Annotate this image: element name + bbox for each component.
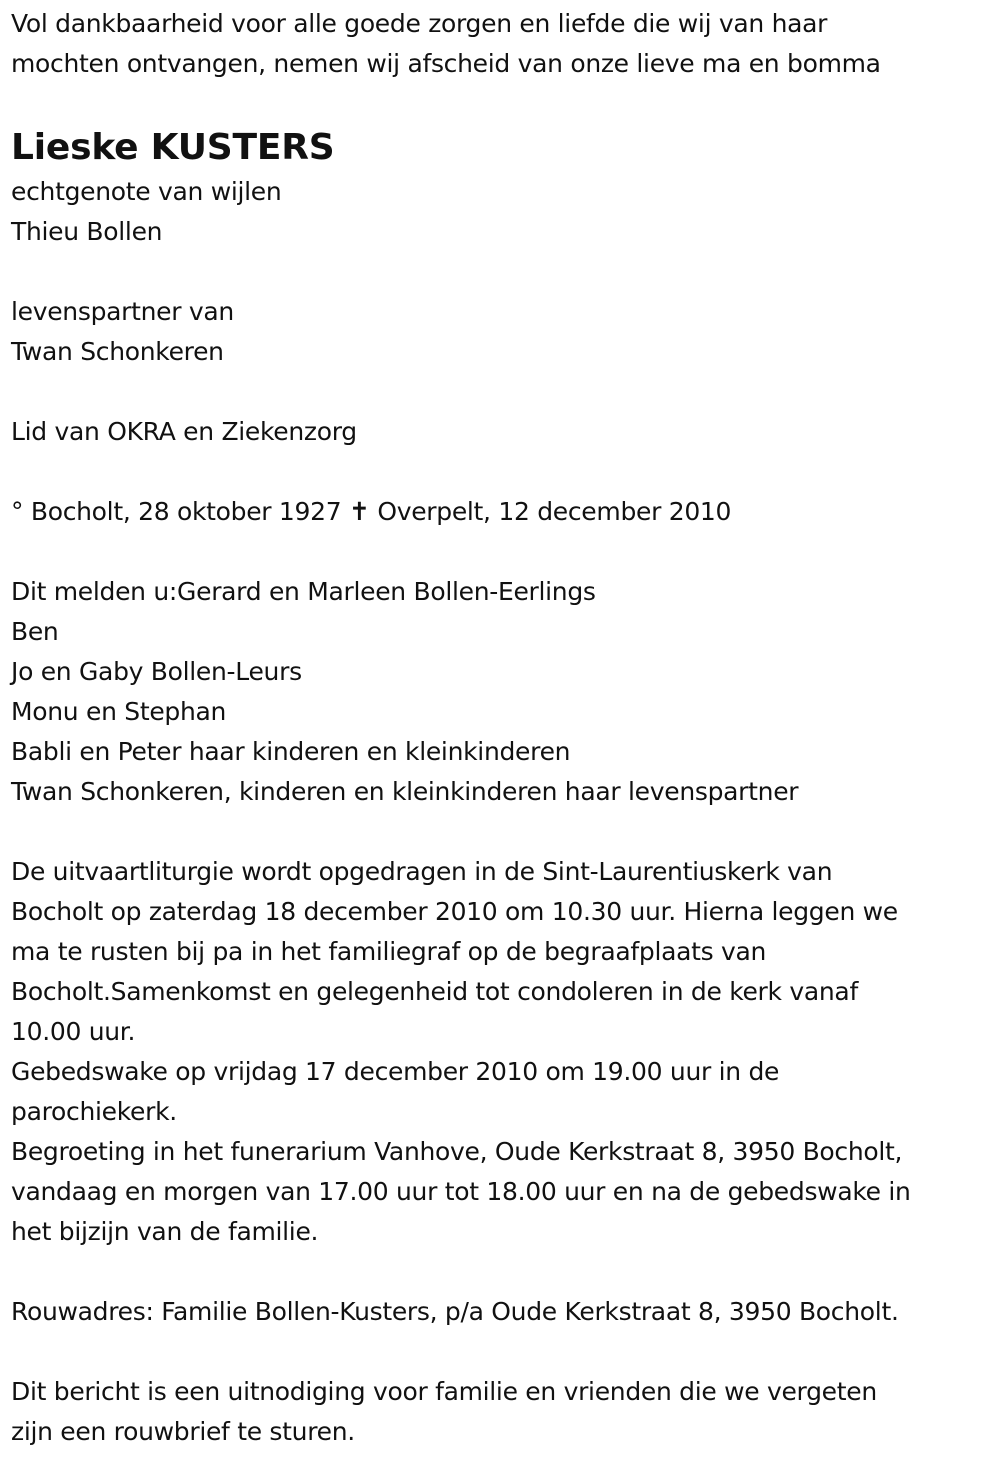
funeral-line: Bocholt op zaterdag 18 december 2010 om 10.30 uur. Hierna leggen we (11, 897, 898, 926)
spacer (11, 1332, 996, 1372)
death-info: Overpelt, 12 december 2010 (377, 497, 732, 526)
mourning-address: Rouwadres: Familie Bollen-Kusters, p/a Oude Kerkstraat 8, 3950 Bocholt. (11, 1297, 899, 1326)
spouse-label: echtgenote van wijlen (11, 177, 282, 206)
spacer (11, 452, 996, 492)
announcer-line: Jo en Gaby Bollen-Leurs (11, 657, 302, 686)
partner-label: levenspartner van (11, 297, 234, 326)
funeral-line: ma te rusten bij pa in het familiegraf op de begraafplaats van (11, 937, 767, 966)
birth-death-line (11, 492, 996, 532)
announcer-line: Ben (11, 617, 59, 646)
spacer (11, 372, 996, 412)
birth-info: ° Bocholt, 28 oktober 1927 (11, 497, 342, 526)
vigil-line: parochiekerk. (11, 1097, 177, 1126)
closing-line-2: zijn een rouwbrief te sturen. (11, 1417, 355, 1446)
closing-line-1: Dit bericht is een uitnodiging voor familie en vrienden die we vergeten (11, 1377, 877, 1406)
funeral-line: Bocholt.Samenkomst en gelegenheid tot condoleren in de kerk vanaf (11, 977, 858, 1006)
spacer (11, 252, 996, 292)
announcer-line: Babli en Peter haar kinderen en kleinkinderen (11, 737, 571, 766)
spacer (11, 1252, 996, 1292)
announcer-line: Dit melden u:Gerard en Marleen Bollen-Eerlings (11, 577, 596, 606)
partner-name: Twan Schonkeren (11, 337, 224, 366)
obituary-notice (11, 4, 996, 1452)
greeting-line: vandaag en morgen van 17.00 uur tot 18.00 uur en na de gebedswake in (11, 1177, 911, 1206)
spouse-name: Thieu Bollen (11, 217, 163, 246)
funeral-line: 10.00 uur. (11, 1017, 136, 1046)
funeral-line: De uitvaartliturgie wordt opgedragen in de Sint-Laurentiuskerk van (11, 857, 833, 886)
vigil-line: Gebedswake op vrijdag 17 december 2010 om 19.00 uur in de (11, 1057, 780, 1086)
greeting-line: het bijzijn van de familie. (11, 1217, 319, 1246)
announcer-line: Twan Schonkeren, kinderen en kleinkinderen haar levenspartner (11, 777, 799, 806)
cross-icon: ✝ (349, 497, 370, 526)
deceased-name: Lieske KUSTERS (11, 127, 335, 168)
announcer-line: Monu en Stephan (11, 697, 227, 726)
intro-line-2: mochten ontvangen, nemen wij afscheid van onze lieve ma en bomma (11, 49, 881, 78)
membership: Lid van OKRA en Ziekenzorg (11, 417, 357, 446)
greeting-line: Begroeting in het funerarium Vanhove, Oude Kerkstraat 8, 3950 Bocholt, (11, 1137, 903, 1166)
spacer (11, 532, 996, 572)
spacer (11, 812, 996, 852)
intro-line-1: Vol dankbaarheid voor alle goede zorgen en liefde die wij van haar (11, 9, 828, 38)
